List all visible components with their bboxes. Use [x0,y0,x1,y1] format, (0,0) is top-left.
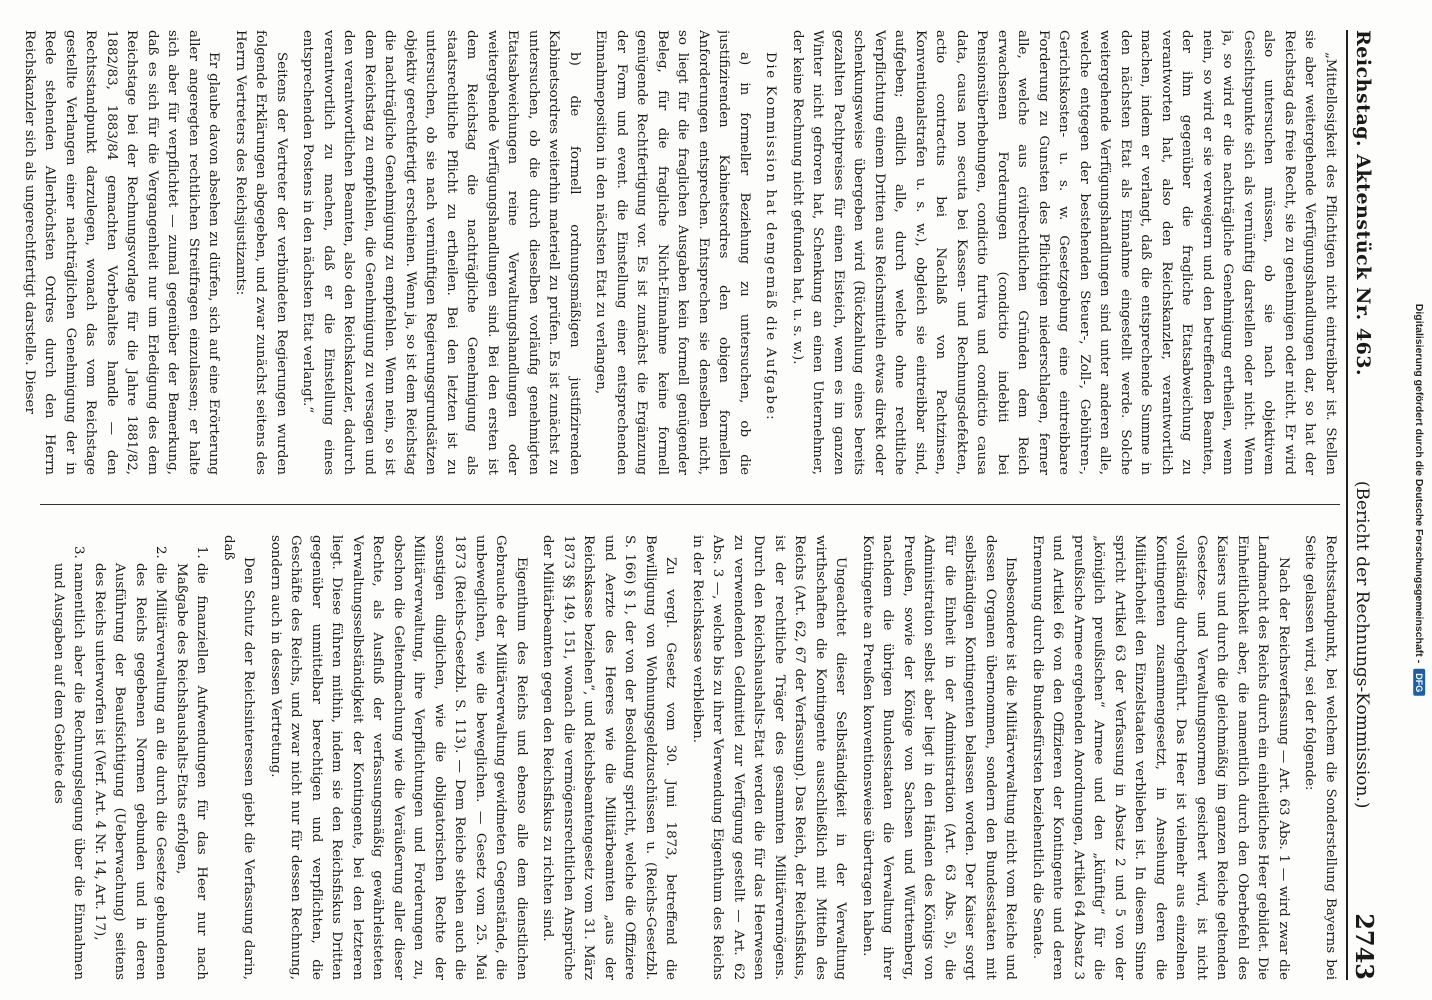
page-header [1346,30,1394,980]
list-item: 1. die finanziellen Aufwendungen für das Heer nur nach Maßgabe des Reichshaushalts-Etats erfolgen, [171,563,212,980]
paragraph: Seitens der Vertreter der verbündeten Regierungen wurden folgende Erklärungen abgegeben, und zwar zunächst seitens des Herrn Vertreters des Reichsjustizamts: [233,30,289,475]
paragraph: Er glaube davon absehen zu dürfen, sich auf eine Erörterung aller angeregten rechtlichen Streitfragen einzulassen; er halte sich aber für verpflichtet — zumal gegenüber der Bemerkung, daß es sich für die Vergangenheit nur um Erledigung des dem Reichstage bei der Rechnungsvorlage für die Jahre 1881/82, 1882/83, 1883/84 gemachten Vorbehaltes handle — den Rechtsstandpunkt darzulegen, wonach das vom Reichstage gestellte Verlangen einer nachträglichen Genehmigung der in Rede stehenden Allerhöchsten Ordres durch den Herrn Reichskanzler sich als ungerechtfertigt darstelle. Dieser [22,30,222,475]
numbered-list [48,535,212,980]
digitization-text: Digitalisierung gefördert durch die Deutsche Forschungsgemeinschaft - [1413,303,1426,664]
header-section: (Bericht der Rechnungs-Kommission.) [1352,480,1372,809]
paragraph: Nach der Reichsverfassung — Art. 63 Abs. 1 — wird zwar die Landmacht des Reichs durch ein einheitliches Heer gebildet. Die Einheitlichkeit aber, die namentlich durch den Oberbefehl des Kaisers und durch die gleichmäßig im ganzen Reiche geltenden Gesetzes- und Verwaltungsnormen gesichert wird, ist nicht vollständig durchgeführt. Das Heer ist vielmehr aus einzelnen Kontingenten zusammengesetzt, in Ansehung deren die Militärhoheit den Einzelstaaten verblieben ist. In diesem Sinne spricht Artikel 63 der Verfassung in Absatz 2 und 5 von der „königlich preußischen“ Armee und den „künftig“ für die preußische Armee ergehenden Anordnungen, Artikel 64 Absatz 3 und Artikel 66 von den Offizieren der Kontingente und deren Ernennung durch die Bundesfürsten beziehentlich die Senate. [1030,535,1291,980]
digitization-note [1408,20,1430,980]
page-number: 2743 [1350,913,1379,980]
list-item: 3. namentlich aber die Rechnungslegung über die Einnahmen und Ausgaben auf dem Gebiete des [48,563,89,980]
paragraph: Ungeachtet dieser Selbständigkeit in der Verwaltung wirthschaften die Kontingente ausschließlich mit Mitteln des Reichs (Art. 62, 67 der Verfassung). Das Reich, der Reichsfiskus, ist der rechtliche Träger des gesammten Militärvermögens. Durch den Reichshaushalts-Etat werden die für das Heerwesen zu verwendenden Geldmittel zur Verfügung gestellt — Art. 62 Abs. 3 —, welche bis zu ihrer Verwendung Eigenthum des Reichs in der Reichskasse verbleiben. [690,535,849,980]
paragraph: b) die formell ordnungsmäßigen justifizirenden Kabinetsordres weiterhin materiell zu prüfen. Es ist zunächst zu untersuchen, ob die durch dieselben vorläufig genehmigten Etatsabweichungen reine Verwaltungshandlungen oder weitergehende Verfügungshandlungen sind. Bei den ersten ist dem Reichstag die nachträgliche Genehmigung als staatsrechtliche Pflicht zu ertheilen. Bei den letzten ist zu untersuchen, ob sie nach vernünftigen Regierungsgrundsätzen objektiv gerechtfertigt erscheinen. Wenn ja, so ist dem Reichstag die nachträgliche Genehmigung zu empfehlen. Wenn nein, so ist dem Reichstag zu empfehlen, die Genehmigung zu versagen und den verantwortlichen Beamten, also den Reichskanzler, dadurch verantwortlich zu machen, daß er die Einstellung eines entsprechenden Postens in den nächsten Etat verlangt.“ [300,30,582,475]
paragraph: „Mittellosigkeit des Pflichtigen nicht eintreibbar ist. Stellen sie aber weitergehende Verfügungshandlungen dar, so hat der Reichstag das freie Recht, sie zu genehmigen oder nicht. Er wird also untersuchen müssen, ob sie nach objektivem Gesichtspunkte sich als vernünftig darstellen oder nicht. Wenn ja, so wird er die nachträgliche Genehmigung ertheilen, wenn nein, so wird er sie verweigern und den betreffenden Beamten, der ihm gegenüber die fragliche Etatsabweichung zu verantworten hat, also den Reichskanzler, verantwortlich machen, indem er verlangt, daß die entsprechende Summe in den nächsten Etat als Einnahme eingestellt werde. Solche weitergehende Verfügungshandlungen sind unter anderen alle, welche entgegen der bestehenden Steuer-, Zoll-, Gebühren-, Gerichtskosten- u. s. w. Gesetzgebung eine eintreibbare Forderung zu Gunsten des Pflichtigen niederschlagen, ferner alle, welche aus civilrechtlichen Gründen dem Reich erwachsenen Forderungen (condictio indebiti bei Pensionsüberhebungen, condictio furtiva und condictio causa data, causa non secuta bei Kassen- und Rechnungsdefekten, actio contractus bei Nachlaß von Pachtzinsen, Konventionalstrafen u. s. w.), obgleich sie eintreibbar sind, aufgeben; endlich alle, durch welche ohne rechtliche Verpflichtung einem Dritten aus Reichsmitteln etwas direkt oder schenkungsweise übergeben wird (Rückzahlung eines bereits gezahlten Pachtpreises für einen Eisteich, wenn es im ganzen Winter nicht gefroren hat, Schenkung an einen Unternehmer, der keine Rechnung nicht gefunden hat, u. s. w.). [790,30,1338,475]
header-title: Reichstag. Aktenstück Nr. 463. [1352,30,1374,377]
dfg-logo: DFG [1413,669,1425,696]
list-item: 2. die Militärverwaltung an die durch die Gesetze gebundenen des Reichs gegebenen Normen gebunden und in deren Ausführung der Beaufsichtigung (Ueberwachung) seitens des Reichs unterworfen ist (Verf. Art. 4 Nr. 14, Art. 17), [89,563,171,980]
paragraph: Insbesondere ist die Militärverwaltung nicht vom Reiche und dessen Organen übernommen, sondern den Bundesstaaten mit selbständigen Kontingenten belassen worden. Der Kaiser sorgt für die Einheit in der Administration (Art. 63 Abs. 5), die Administration selbst aber liegt in den Händen des Königs von Preußen, sowie der Könige von Sachsen und Württemberg, nachdem die übrigen Bundesstaaten die Verwaltung ihrer Kontingente an Preußen konventionsweise übertragen haben. [860,535,1019,980]
paragraph: Rechtsstandpunkt, bei welchem die Sonderstellung Bayerns bei Seite gelassen wird, sei der folgende: [1302,535,1338,980]
paragraph: Zu vergl. Gesetz vom 30. Juni 1873, betreffend die Bewilligung von Wohnungsgeldzuschüssen u. (Reichs-Gesetzbl. S. 166) § 1, der von der Besoldung spricht, welche die Offiziere und Aerzte des Heeres wie die Militärbeamten „aus der Reichskasse beziehen“, und Reichsbeamtengesetz vom 31. März 1873 §§ 149, 151, wonach die vermögensrechtlichen Ansprüche der Militärbeamten gegen den Reichsfiskus zu richten sind. [540,535,679,980]
paragraph: Die Kommission hat demgemäß die Aufgabe: [763,52,779,422]
paragraph: Den Schutz der Reichsinteressen giebt die Verfassung darin, daß [221,535,257,980]
rotated-page [2,0,1402,1000]
text-columns [15,30,1340,980]
right-column [15,535,1340,980]
paragraph: Eigenthum des Reichs und ebenso alle dem dienstlichen Gebrauche der Militärverwaltung gewidmeten Gegenstände, die unbeweglichen, wie die beweglichen. — Gesetz vom 25. Mai 1873 (Reichs-Gesetzbl. S. 113). — Dem Reiche stehen auch die sonstigen dinglichen, wie die obligatorischen Rechte der Militärverwaltung, ihre Verpflichtungen und Forderungen zu, obschon die Geltendmachung wie die Veräußerung aller dieser Rechte, als Ausfluß der verfassungsmäßig gewährleisteten Verwaltungsselbständigkeit der Kontingente, bei den letzteren liegt. Diese führen mithin, indem sie den Reichsfiskus Dritten gegenüber unmittelbar berechtigen und verpflichten, die Geschäfte des Reichs, und zwar nicht nur für dessen Rechnung, sondern auch in dessen Vertretung. [268,535,529,980]
left-column [15,30,1340,475]
paragraph: a) in formeller Beziehung zu untersuchen, ob die justifizirenden Kabinetsordres den obigen formellen Anforderungen entsprechen. Entsprechen sie denselben nicht, so liegt für die fraglichen Ausgaben kein formell genügender Beleg, für die fragliche Nicht-Einnahme keine formell genügende Rechtfertigung vor. Es ist zunächst die Ergänzung der Form und event. die Einstellung einer entsprechenden Einnahmeposition in den nächsten Etat zu verlangen, [593,30,752,475]
